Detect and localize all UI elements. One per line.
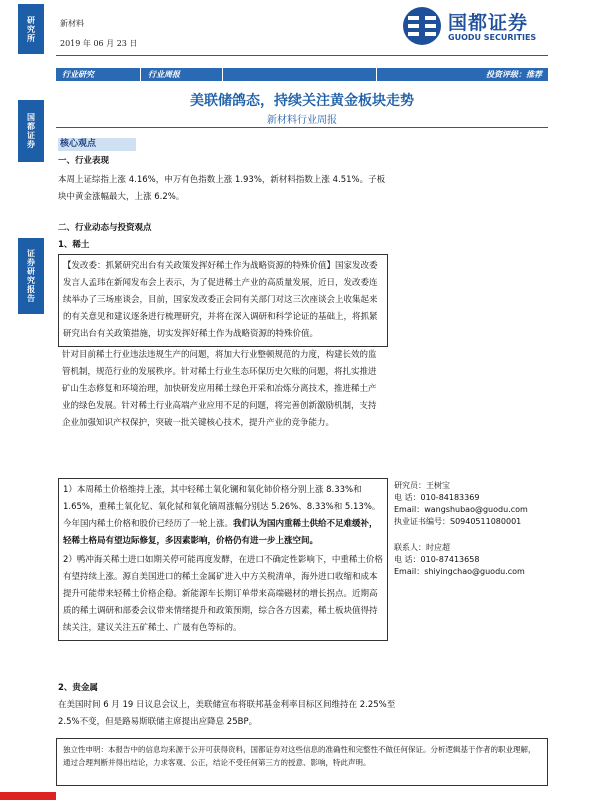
footer-red-mark: [0, 792, 56, 800]
news-box-text: 【发改委：抓紧研究出台有关政策发挥好稀土作为战略资源的特殊价值】国家发改委发言人孟玮在新闻发布会上表示，为了促进稀土产业的高质量发展，近日，发改委连续举办了三场座谈会，目前，国家发改委正会同有关部门对这三次座谈会上收集起来的有关意见和建议逐条进行梳理研究，并将在深入调研和科学论证的基础上，将抓紧研究出台有关政策措施，切实发挥好稀土作为战略资源的特殊价值。: [63, 261, 378, 339]
tag-divider: [140, 68, 141, 81]
analysis-box: [58, 478, 388, 641]
logo-text-en: GUODU SECURITIES: [448, 33, 537, 42]
independence-disclaimer: 独立性申明：本报告中的信息均来源于公开可获得资料，国都证券对这些信息的准确性和完整性不做任何保证。分析逻辑基于作者的职业理解，通过合理判断并得出结论，力求客观、公正，结论不受任何第三方的授意、影响，特此声明。: [56, 738, 548, 786]
paragraph: 针对目前稀土行业违法违规生产的问题，将加大行业整顿规范的力度，构建长效的监管机制，规范行业的发展秩序。针对稀土行业生态环保历史欠账的问题，将扎实推进矿山生态修复和环境治理，加快研发应用稀土绿色开采和冶炼分离技术，推进稀土产业的绿色发展。针对稀土行业高端产业应用不足的问题，将完善创新激励机制，支持企业加强知识产权保护，突破一批关键核心技术，提升产业的竞争能力。: [62, 350, 377, 428]
tag-industry-research: 行业研究: [62, 70, 94, 79]
analyst-phone: 电 话：010-84183369: [394, 493, 480, 502]
rare-earth-analysis-box: [58, 478, 388, 641]
header-date: 2019 年 06 月 23 日: [60, 39, 138, 48]
tag-weekly-report: 行业周报: [148, 70, 180, 79]
tag-divider: [222, 68, 223, 81]
paragraph-text: 1）本周稀土价格维持上涨，其中轻稀土氧化镧和氧化铈价格分别上涨 8.33%和 1.65%，重稀土氧化钇、氧化铽和氧化镝周涨幅分别达 5.26%、8.33%和 5.13%。今年国内稀土价格和股价已经历了一轮上涨。: [63, 485, 381, 529]
report-subtitle: 新材料行业周报: [267, 115, 337, 126]
paragraph: [63, 482, 383, 550]
analyst-license: 执业证书编号：S0940511080001: [394, 517, 522, 526]
logo-text-cn: 国都证券: [448, 12, 529, 34]
tag-divider: [376, 68, 377, 81]
section-industry-dynamics: [58, 220, 388, 432]
subsection-heading-rare-earth: 1、稀土: [58, 240, 90, 250]
contact-name: 联系人：时应超: [394, 543, 450, 552]
paragraph-bold-text: 我们认为国内重稀土供给不足难缓补，轻稀土格局有望边际修复，多因素影响，价格仍有进一步上涨空间。: [63, 519, 378, 546]
page-footer: [0, 788, 600, 800]
section-body: 本周上证综指上涨 4.16%，申万有色指数上涨 1.93%，新材料指数上涨 4.51%。子板块中黄金涨幅最大，上涨 6.2%。: [58, 175, 386, 202]
contact-email: Email：shiyingchao@guodu.com: [394, 567, 525, 576]
core-views-label: 核心观点: [58, 138, 136, 151]
header-category: 新材料: [60, 19, 84, 28]
contact-phone: 电 话：010-87413658: [394, 555, 480, 564]
paragraph: 在美国时间 6 月 19 日议息会议上，美联储宣布将联邦基金利率目标区间维持在 2.25%至 2.5%不变，但是路易斯联储主席提出应降息 25BP。: [58, 700, 396, 727]
section-heading: 二、行业动态与投资观点: [58, 223, 152, 233]
report-title: 美联储鸽态，持续关注黄金板块走势: [190, 93, 414, 109]
tag-investment-rating: 投资评级：推荐: [486, 70, 542, 79]
news-box-ndrc: [58, 254, 388, 347]
title-divider: [56, 127, 548, 128]
paragraph: 2）鸭冲海关稀土进口如期关停可能再度发酵，在进口不确定性影响下，中重稀土价格有望持续上涨。源自美国进口的稀土金属矿进入中方关税清单，海外进口收缩和成本提升可能带来轻稀土价格企稳。新能源车长期订单带来高端磁材的增长拐点。近期高质的稀土调研和部委会议带来情绪提升和政策预期，综合各方因素，稀土板块值得持续关注，建议关注五矿稀土、广晟有色等标的。: [63, 555, 383, 633]
guodu-logo-icon: [402, 6, 442, 46]
side-label-research: 研究所: [18, 4, 44, 54]
section-industry-performance: [58, 153, 388, 206]
section-heading: 一、行业表现: [58, 156, 110, 166]
analyst-contact-panel: [394, 480, 554, 578]
left-side-strip: [0, 0, 46, 800]
analyst-name: 研究员：王树宝: [394, 481, 450, 490]
analyst-email: Email：wangshubao@guodu.com: [394, 505, 528, 514]
side-label-report-type: 证券研究报告: [18, 238, 44, 314]
subsection-heading-precious-metals: 2、贵金属: [58, 683, 98, 693]
company-logo: [402, 4, 552, 48]
header-divider: [56, 55, 548, 56]
section-precious-metals: [58, 680, 398, 731]
side-label-company: 国都证券: [18, 100, 44, 162]
report-tag-bar: [56, 68, 548, 81]
